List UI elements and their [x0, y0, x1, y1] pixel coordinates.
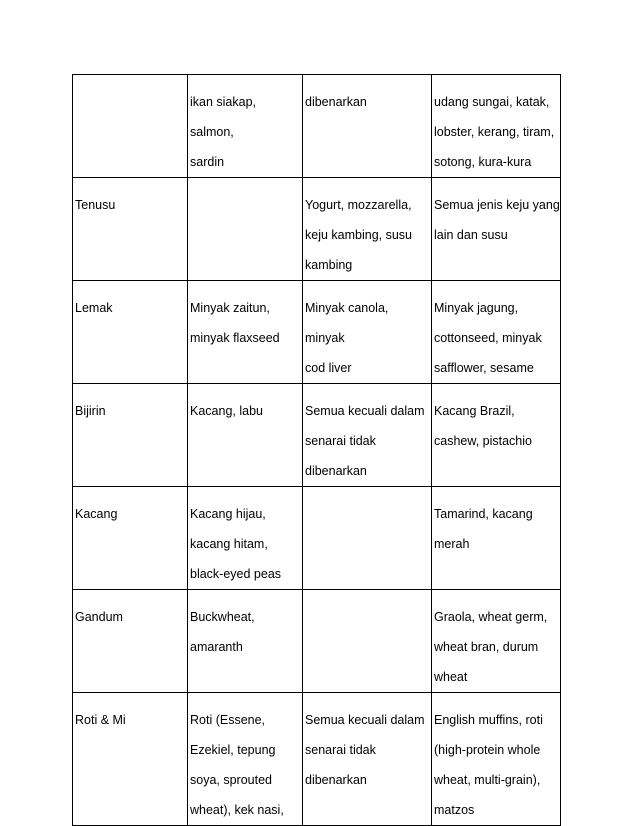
- table-row: [73, 590, 561, 693]
- category-cell: Tenusu: [73, 178, 188, 281]
- category-cell: Gandum: [73, 590, 188, 693]
- category-cell: Kacang: [73, 487, 188, 590]
- beneficial-cell: Kacang hijau, kacang hitam, black-eyed peas: [188, 487, 303, 590]
- table-row: [73, 281, 561, 384]
- table-row: [73, 75, 561, 178]
- avoid-cell: Minyak jagung, cottonseed, minyak safflower, sesame: [432, 281, 561, 384]
- beneficial-cell: Minyak zaitun, minyak flaxseed: [188, 281, 303, 384]
- neutral-cell: Yogurt, mozzarella, keju kambing, susu kambing: [303, 178, 432, 281]
- category-cell: Lemak: [73, 281, 188, 384]
- table-row: [73, 693, 561, 826]
- table-row: [73, 487, 561, 590]
- neutral-cell: [303, 487, 432, 590]
- table-row: [73, 384, 561, 487]
- food-table: [72, 74, 561, 826]
- avoid-cell: Semua jenis keju yang lain dan susu: [432, 178, 561, 281]
- beneficial-cell: Buckwheat, amaranth: [188, 590, 303, 693]
- neutral-cell: Semua kecuali dalam senarai tidak dibenarkan: [303, 384, 432, 487]
- neutral-cell: [303, 590, 432, 693]
- avoid-cell: Kacang Brazil, cashew, pistachio: [432, 384, 561, 487]
- neutral-cell: dibenarkan: [303, 75, 432, 178]
- neutral-cell: Semua kecuali dalam senarai tidak dibenarkan: [303, 693, 432, 826]
- neutral-cell: Minyak canola, minyak cod liver: [303, 281, 432, 384]
- avoid-cell: Tamarind, kacang merah: [432, 487, 561, 590]
- beneficial-cell: Roti (Essene, Ezekiel, tepung soya, sprouted wheat), kek nasi,: [188, 693, 303, 826]
- beneficial-cell: [188, 178, 303, 281]
- table-row: [73, 178, 561, 281]
- avoid-cell: English muffins, roti (high-protein whole wheat, multi-grain), matzos: [432, 693, 561, 826]
- beneficial-cell: Kacang, labu: [188, 384, 303, 487]
- avoid-cell: Graola, wheat germ, wheat bran, durum wheat: [432, 590, 561, 693]
- category-cell: Bijirin: [73, 384, 188, 487]
- beneficial-cell: ikan siakap, salmon, sardin: [188, 75, 303, 178]
- avoid-cell: udang sungai, katak, lobster, kerang, tiram, sotong, kura-kura: [432, 75, 561, 178]
- category-cell: [73, 75, 188, 178]
- category-cell: Roti & Mi: [73, 693, 188, 826]
